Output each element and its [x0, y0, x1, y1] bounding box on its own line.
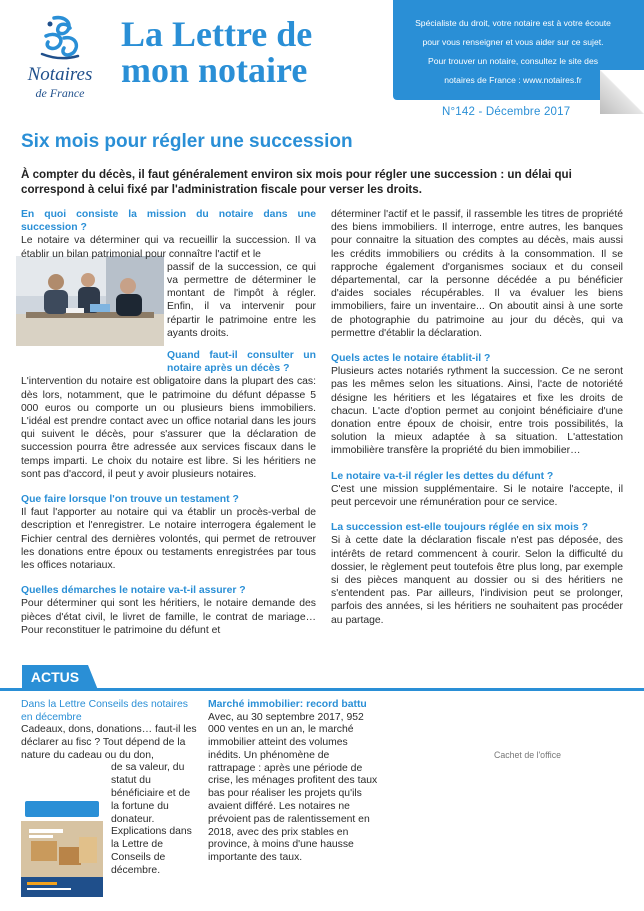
paragraph: Pour déterminer qui sont les héritiers, le notaire demande des pièces d'état civil, le livret de famille, le contrat de mariage… Pour reconstituer le patrimoine du défunt et — [21, 598, 316, 636]
paragraph: Si à cette date la déclaration fiscale n'est pas déposée, des intérêts de retard commencent à courir. Selon la difficulté du dossier, le règlement peut toutefois être plus long, par exemple si des pièces manquent au dossier ou si des héritiers ne s'entendent pas. Par ailleurs, l'indivision peut se prolonger, parfois des années, si les héritiers ne souhaitent pas procéder au partage. — [331, 535, 623, 626]
info-line: Spécialiste du droit, votre notaire est à votre écoute — [415, 18, 611, 28]
question-heading: Que faire lorsque l'on trouve un testament ? — [21, 494, 239, 506]
paragraph: Il faut l'apporter au notaire qui va établir un procès-verbal de description et l'enregistrer. Le notaire interrogera également le Fichier central des dernières volontés, qui permet de retrouver les donations entre époux ou testaments enregistrées par tous les offices notariaux. — [21, 507, 316, 572]
paragraph: passif de la succession, ce qui va permettre de déterminer le montant de l'impôt à régler. Enfin, il va intervenir pour répartir le patrimoine entre les ayants droits. — [167, 261, 316, 339]
info-box-text — [403, 14, 623, 90]
info-line: pour vous renseigner et vous aider sur ce sujet. — [422, 37, 604, 47]
masthead-line-1: La Lettre de — [121, 14, 313, 54]
info-line: Pour trouver un notaire, consultez le site des — [427, 56, 599, 66]
notaires-de-france-logo — [12, 14, 108, 100]
news-body: Avec, au 30 septembre 2017, 952 000 ventes en un an, le marché immobilier atteint des volumes inédits. Un phénomène de rattrapage : après une période de crise, les ménages profitent des taux bas pour réaliser les projets qu'ils avaient différé. Les notaires ne prévoient pas de ralentissement en 2018, avec des prix stables en province, à moins d'une hausse importante des taux. — [208, 711, 378, 864]
question-heading: Quelles démarches le notaire va-t-il assurer ? — [21, 585, 246, 597]
paragraph: déterminer l'actif et le passif, il rassemble les titres de propriété des biens immobiliers. Il interroge, entre autres, les banques pour connaitre la situation des comptes au décès, mais aussi les crédits immobiliers ou crédits à la consommation. Il se rapproche également d'organismes sociaux et du conseil départemental, car la personne décédée a pu bénéficier d'aides sociales récupérables. Il va évaluer les biens immobiliers, faire un inventaire... On aboutit ainsi à une sorte de photographie du patrimoine au jour du décès, qui va permettre d'établir la déclaration. — [331, 209, 623, 339]
paragraph: Plusieurs actes notariés rythment la succession. Ce ne seront pas les mêmes selon les situations. Ainsi, l'acte de notoriété désigne les héritiers et les légataires et fixe les droits de chacun. L'acte d'option permet au conjoint bénéficiaire d'une donation entre époux de choisir, entre trois possibilités, la solution la mieux adaptée à sa situation. L'attestation immobilière transfère la propriété du bien immobilier… — [331, 366, 623, 457]
question-heading: Quand faut-il consulter un notaire après un décès ? — [167, 350, 316, 375]
question-heading: En quoi consiste la mission du notaire dans une succession ? — [21, 209, 316, 234]
actus-label: ACTUS — [30, 669, 80, 685]
marianne-logo-icon — [34, 14, 86, 64]
actus-tab — [22, 665, 88, 690]
article-column-left — [21, 208, 316, 637]
page-curl-decoration — [600, 70, 644, 114]
magazine-cover — [21, 797, 103, 897]
question-heading: Le notaire va-t-il régler les dettes du défunt ? — [331, 470, 554, 482]
news-item-marche-immobilier — [208, 699, 378, 865]
news-heading: Marché immobilier: record battu — [208, 699, 367, 710]
question-heading: Quels actes le notaire établit-il ? — [331, 353, 491, 365]
paragraph: Le notaire va déterminer qui va recueillir la succession. Il va établir un bilan patrimonial pour connaître l'actif et le — [21, 235, 316, 260]
info-line: notaires de France : www.notaires.fr — [444, 75, 582, 85]
paragraph: C'est une mission supplémentaire. Si le notaire l'accepte, il peut percevoir une rémunération pour ce service. — [331, 483, 623, 509]
news-heading: Dans la Lettre Conseils des notaires en décembre — [21, 699, 188, 723]
article-column-right — [331, 208, 623, 627]
article-title: Six mois pour régler une succession — [21, 131, 353, 152]
actus-tab-edge — [88, 665, 98, 690]
office-stamp-label: Cachet de l'office — [494, 750, 562, 760]
question-heading: La succession est-elle toujours réglée en six mois ? — [331, 522, 588, 534]
paragraph: L'intervention du notaire est obligatoire dans la plupart des cas: dès lors, notamment, que le patrimoine du défunt dépasse 5 000 euros ou comporte un ou plusieurs biens immobiliers. L'idéal est prendre contact avec un office notarial dans les jours qui suivent le décès, pour s'assurer que la déclaration de succession pourra être adressée aux services fiscaux dans le temps imparti. Le choix du notaire est libre. Si les héritiers ne sont pas d'accord, il peut y avoir plusieurs notaires. — [21, 376, 316, 480]
article-lead: À compter du décès, il faut généralement environ six mois pour régler une succession : un délai qui correspond à celui fixé par l'administration fiscale pour verser les droits. — [21, 168, 572, 196]
logo-wordmark: Notaires — [27, 64, 93, 85]
conseils-des-notaires-cover-icon — [21, 797, 103, 897]
issue-number: N°142 - Décembre 2017 — [442, 106, 571, 118]
news-body: de sa valeur, du statut du bénéficiaire et de la fortune du donateur. Explications dans la Lettre de Conseils de décembre. — [111, 762, 192, 876]
news-body: Cadeaux, dons, donations… faut-il les déclarer au fisc ? Tout dépend de la nature du cadeau ou du don, — [21, 724, 197, 761]
masthead-title — [121, 16, 381, 88]
masthead-line-2: mon notaire — [121, 50, 308, 90]
logo-subtitle: de France — [35, 86, 85, 100]
